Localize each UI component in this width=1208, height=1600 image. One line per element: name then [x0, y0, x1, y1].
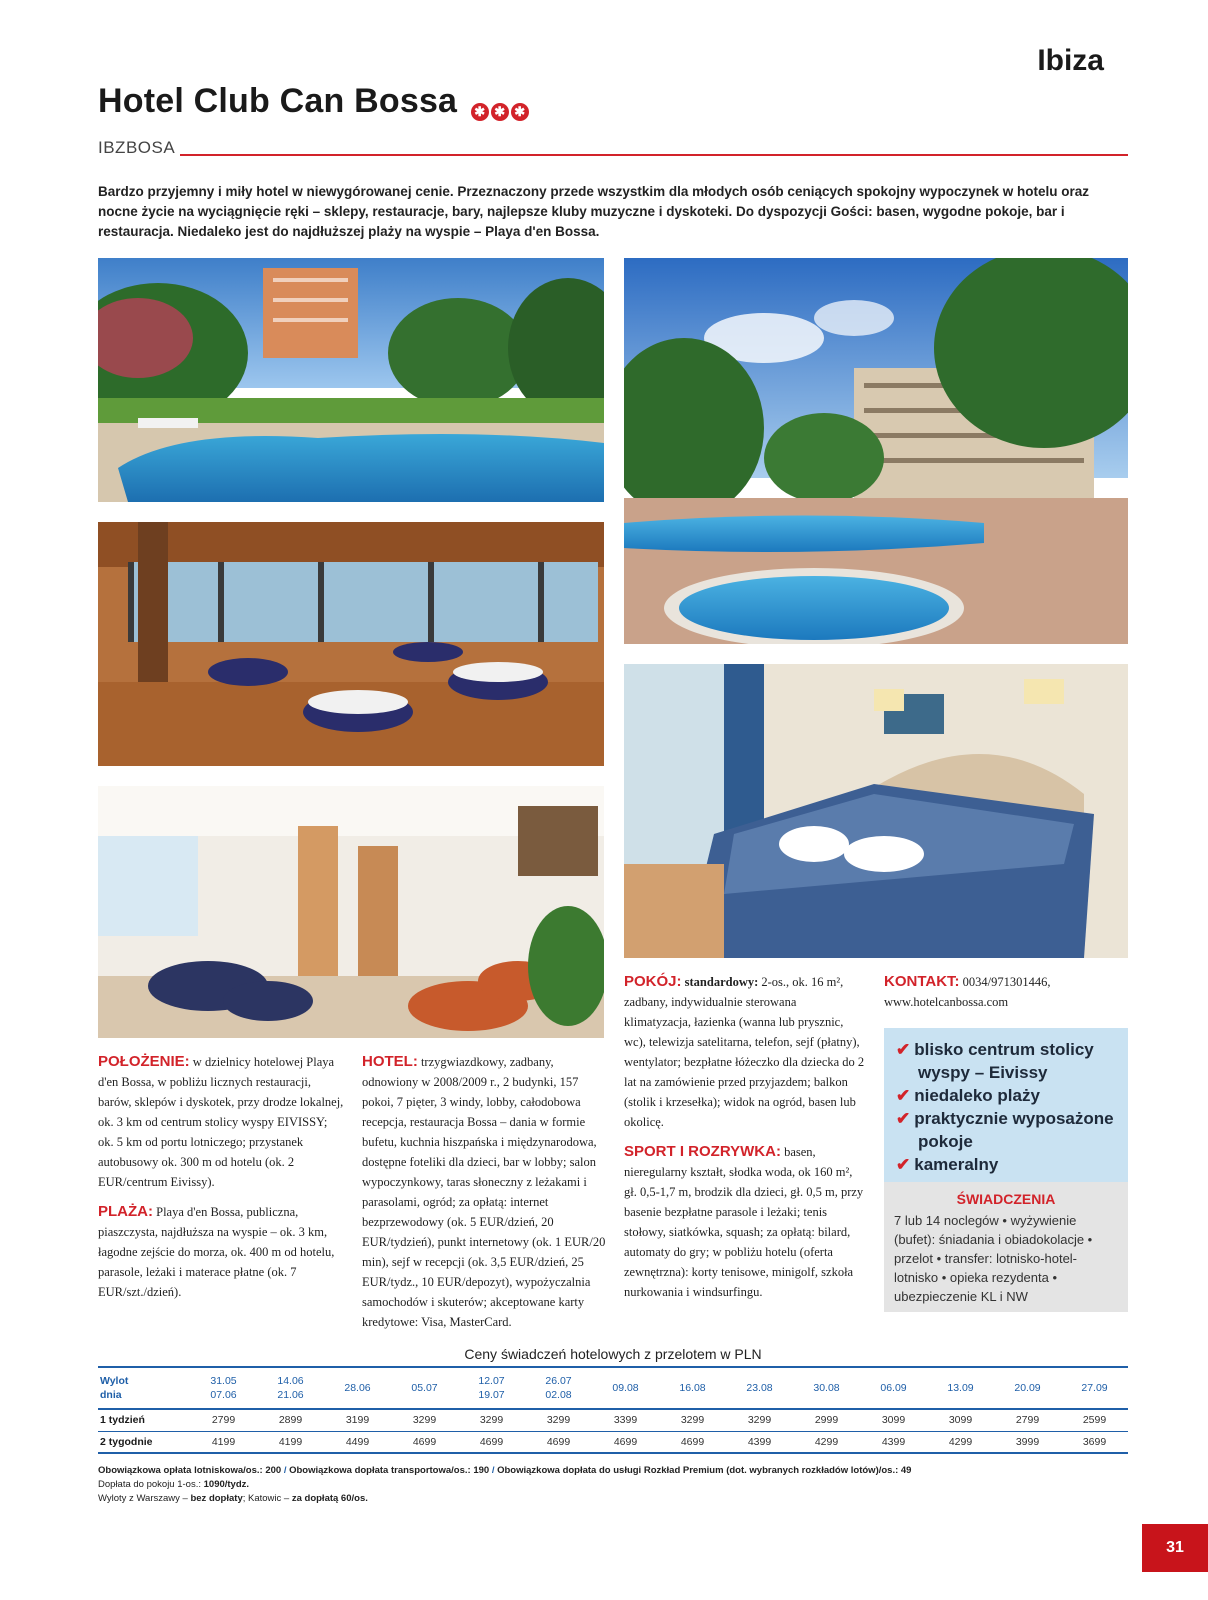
fees-line: Obowiązkowa opłata lotniskowa/os.: 200 / Obowiązkowa dopłata transportowa/os.: 190 / Obowiązkowa dopłata do usługi Rozkład Premium (dot. wybranych rozkładów lotów)/os.: 49	[98, 1465, 912, 1476]
hotel-text: trzygwiazdkowy, zadbany, odnowiony w 2008/2009 r., 2 budynki, 157 pokoi, 7 pięter, 3 windy, lobby, całodobowa recepcja, restauracja Bossa – dania w formie bufetu, kuchnia hiszpańska i międzynarodowa, dostępne foteliki dla dzieci, bar w lobby; salon wypoczynkowy, taras słoneczny z leżakami i parasolami, ogród; za opłatą: internet bezprzewodowy (ok. 5 EUR/dzień, 20 EUR/tydzień), punkt internetowy (ok. 1 EUR/20 min), sejf w recepcji (ok. 3,5 EUR/dzień, 25 EUR/tydz., 10 EUR/depozyt), wypożyczalnia samochodów i skuterów; akceptowane karty kredytowe: Visa, MasterCard.	[362, 1055, 606, 1329]
title-divider	[180, 154, 1128, 156]
intro-paragraph: Bardzo przyjemny i miły hotel w niewygórowanej cenie. Przeznaczony przede wszystkim dla młodych osób ceniących spokojny wypoczynek w hotelu oraz nocne życie na wyciągnięcie ręki – sklepy, restauracje, bary, najlepsze kluby muzyczne i dyskoteki. Do dyspozycji Gości: basen, wygodne pokoje, bar i restauracja. Niedaleko jest do najdłuższej plaży na wyspie – Playa d'en Bossa.	[98, 184, 1090, 239]
services-title: ŚWIADCZENIA	[956, 1191, 1056, 1207]
star-icon: ✱	[491, 103, 509, 121]
benefit-item: wyspy – Eivissy	[918, 1063, 1048, 1082]
departure-label: Wylot dnia	[98, 1367, 190, 1409]
price-header-row	[98, 1367, 1128, 1409]
price-table-title: Ceny świadczeń hotelowych z przelotem w PLN	[464, 1346, 762, 1362]
region-label: Ibiza	[1037, 44, 1104, 77]
beach-heading: PLAŻA:	[98, 1203, 153, 1220]
services-text: 7 lub 14 noclegów • wyżywienie (bufet): śniadania i obiadokolacje • przelot • transfer: lotnisko-hotel-lotnisko • opieka rezydenta • ubezpieczenie KL i NW	[894, 1213, 1093, 1304]
price-cell: 4699	[525, 1431, 592, 1453]
price-cell: 2999	[793, 1409, 860, 1431]
price-cell: 4299	[793, 1431, 860, 1453]
room-bed-photo	[624, 664, 1128, 958]
hotel-column	[362, 1052, 608, 1342]
services-box	[884, 1182, 1128, 1312]
room-text: 2-os., ok. 16 m², zadbany, indywidualnie sterowana klimatyzacja, łazienka (wanna lub prysznic, wc), telewizja satelitarna, telefon, sejf (płatny), wentylator; bezpłatne łóżeczko dla dziecka do 2 lat na zamówienie przed przyjazdem; balkon (stolik i krzesełka); widok na ogród, basen lub okolicę.	[624, 975, 865, 1129]
price-cell: 2799	[190, 1409, 257, 1431]
price-cell: 2799	[994, 1409, 1061, 1431]
departure-date: 31.05 07.06	[190, 1367, 257, 1409]
price-cell: 4199	[257, 1431, 324, 1453]
departure-date: 27.09	[1061, 1367, 1128, 1409]
departure-date: 16.08	[659, 1367, 726, 1409]
contact-heading: KONTAKT:	[884, 973, 960, 990]
price-cell: 3999	[994, 1431, 1061, 1453]
price-cell: 3299	[659, 1409, 726, 1431]
price-notes	[98, 1464, 1128, 1506]
departure-date: 26.07 02.08	[525, 1367, 592, 1409]
price-cell: 3299	[525, 1409, 592, 1431]
price-cell: 4299	[927, 1431, 994, 1453]
checkmark-icon: ✔	[896, 1040, 911, 1059]
price-table	[98, 1366, 1128, 1454]
sport-section	[624, 1142, 866, 1302]
sport-heading: SPORT I ROZRYWKA:	[624, 1143, 781, 1160]
single-room-line: Dopłata do pokoju 1-os.: 1090/tydz.	[98, 1479, 250, 1490]
duration-label: 1 tydzień	[98, 1409, 190, 1431]
room-and-sport-column	[624, 972, 866, 1312]
contact-phone: 0034/971301446,	[962, 975, 1051, 989]
price-cell: 4399	[860, 1431, 927, 1453]
star-icon: ✱	[511, 103, 529, 121]
duration-label: 2 tygodnie	[98, 1431, 190, 1453]
price-cell: 3099	[927, 1409, 994, 1431]
departure-date: 23.08	[726, 1367, 793, 1409]
checkmark-icon: ✔	[896, 1155, 911, 1174]
price-cell: 3299	[458, 1409, 525, 1431]
location-and-beach-column	[98, 1052, 344, 1312]
departure-date: 09.08	[592, 1367, 659, 1409]
beach-text: Playa d'en Bossa, publiczna, piaszczysta, najdłuższa na wyspie – ok. 3 km, łagodne zejście do morza, ok. 400 m od hotelu, parasole, leżaki i materace płatne (ok. 7 EUR/szt./dzień).	[98, 1205, 335, 1299]
beach-section	[98, 1202, 344, 1302]
price-cell: 2899	[257, 1409, 324, 1431]
room-heading: POKÓJ:	[624, 973, 682, 990]
price-cell: 3299	[726, 1409, 793, 1431]
price-cell: 4499	[324, 1431, 391, 1453]
room-section	[624, 972, 866, 1132]
departure-date: 30.08	[793, 1367, 860, 1409]
hotel-heading: HOTEL:	[362, 1053, 418, 1070]
price-cell: 3199	[324, 1409, 391, 1431]
price-cell: 3399	[592, 1409, 659, 1431]
hotel-title	[98, 82, 531, 121]
price-cell: 4399	[726, 1431, 793, 1453]
benefit-item: ✔ blisko centrum stolicy	[896, 1040, 1094, 1059]
price-cell: 4699	[458, 1431, 525, 1453]
pool-terrace-photo	[624, 258, 1128, 644]
departure-date: 14.06 21.06	[257, 1367, 324, 1409]
hotel-code: IBZBOSA	[98, 138, 176, 157]
departure-date: 13.09	[927, 1367, 994, 1409]
contact-block	[884, 972, 1128, 1012]
benefit-item: ✔ kameralny	[896, 1155, 999, 1174]
contact-website[interactable]: www.hotelcanbossa.com	[884, 995, 1009, 1009]
pool-garden-photo	[98, 258, 604, 502]
price-cell: 3299	[391, 1409, 458, 1431]
price-cell: 4199	[190, 1431, 257, 1453]
benefit-item: pokoje	[918, 1132, 973, 1151]
checkmark-icon: ✔	[896, 1086, 911, 1105]
sport-text: basen, nieregularny kształt, słodka woda, ok 160 m², gł. 0,5-1,7 m, brodzik dla dzieci, gł. 0,5 m, przy basenie bezpłatne parasole i leżaki; tenis stołowy, siatkówka, squash; za opłatą: bilard, automaty do gry; w pobliżu hotelu (oferta zewnętrzna): korty tenisowe, minigolf, szkoła nurkowania i windsurfingu.	[624, 1145, 864, 1299]
benefit-item: ✔ praktycznie wyposażone	[896, 1109, 1114, 1128]
departure-date: 12.07 19.07	[458, 1367, 525, 1409]
location-text: w dzielnicy hotelowej Playa d'en Bossa, w pobliżu licznych restauracji, barów, sklepów i dyskotek, przy drodze lokalnej, ok. 3 km od centrum stolicy wyspy EIVISSY; ok. 5 km od portu lotniczego; przystanek autobusowy ok. 300 m od hotelu (ok. 2 EUR/centrum Eivissy).	[98, 1055, 344, 1189]
location-heading: POŁOŻENIE:	[98, 1053, 190, 1070]
page-number: 31	[1142, 1524, 1208, 1572]
hotel-name: Hotel Club Can Bossa	[98, 82, 458, 120]
price-cell: 4699	[659, 1431, 726, 1453]
room-type: standardowy:	[684, 975, 759, 989]
restaurant-photo	[98, 522, 604, 766]
price-cell: 3099	[860, 1409, 927, 1431]
departure-date: 05.07	[391, 1367, 458, 1409]
price-row	[98, 1409, 1128, 1431]
price-row	[98, 1431, 1128, 1453]
location-section	[98, 1052, 344, 1192]
price-cell: 2599	[1061, 1409, 1128, 1431]
departure-date: 06.09	[860, 1367, 927, 1409]
hotel-section	[362, 1052, 608, 1332]
star-rating	[471, 86, 531, 125]
departure-date: 28.06	[324, 1367, 391, 1409]
checkmark-icon: ✔	[896, 1109, 911, 1128]
departures-line: Wyloty z Warszawy – bez dopłaty; Katowic – za dopłatą 60/os.	[98, 1493, 368, 1504]
departure-date: 20.09	[994, 1367, 1061, 1409]
price-cell: 4699	[592, 1431, 659, 1453]
price-cell: 3699	[1061, 1431, 1128, 1453]
price-cell: 4699	[391, 1431, 458, 1453]
benefit-item: ✔ niedaleko plaży	[896, 1086, 1040, 1105]
lobby-photo	[98, 786, 604, 1038]
star-icon: ✱	[471, 103, 489, 121]
benefits-box	[884, 1028, 1128, 1182]
